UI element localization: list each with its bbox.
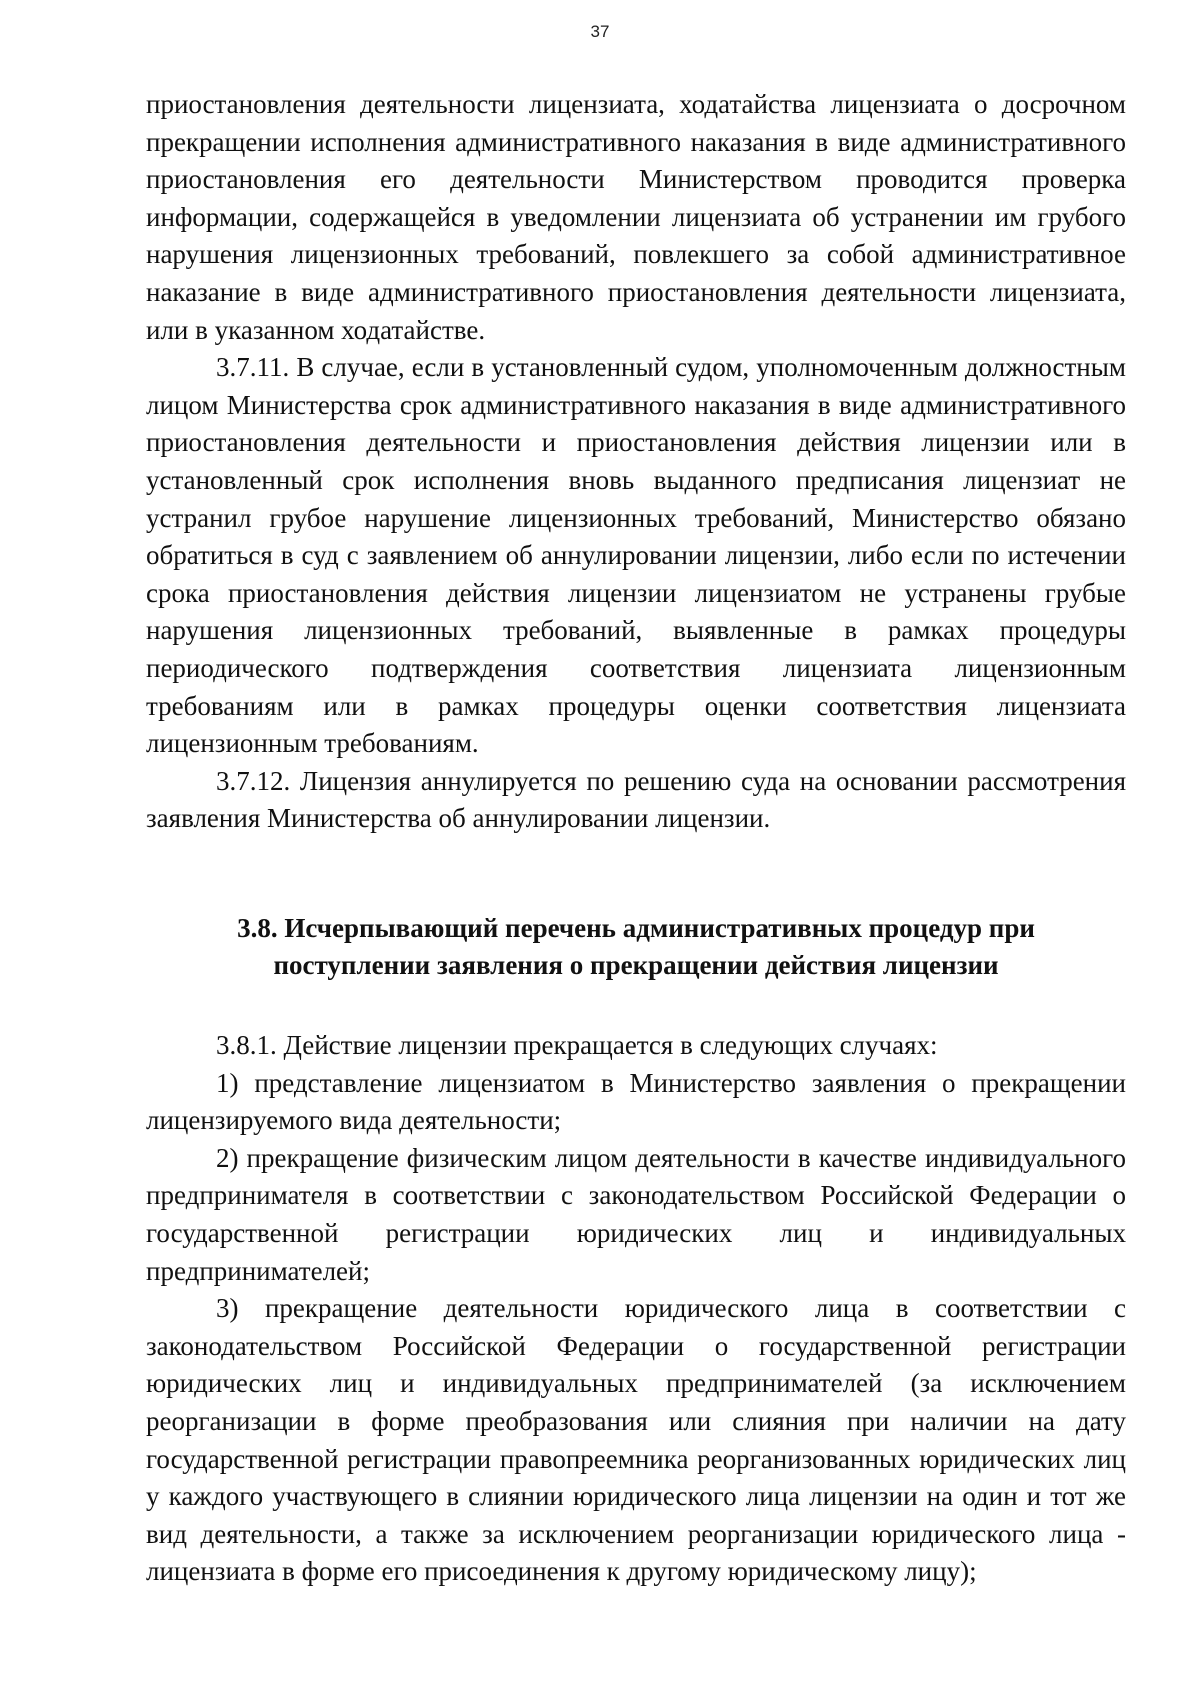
section-heading-line-1: 3.8. Исчерпывающий перечень административных процедур при — [237, 912, 1035, 943]
paragraph-3-7-11: 3.7.11. В случае, если в установленный судом, уполномоченным должностным лицом Министерства срок административного наказания в виде административного приостановления деятельности и приостановления действия лицензии или в установленный срок исполнения вновь выданного предписания лицензиат не устранил грубое нарушение лицензионных требований, Министерство обязано обратиться в суд с заявлением об аннулировании лицензии, либо если по истечении срока приостановления действия лицензии лицензиатом не устранены грубые нарушения лицензионных требований, выявленные в рамках процедуры периодического подтверждения соответствия лицензиата лицензионным требованиям или в рамках процедуры оценки соответствия лицензиата лицензионным требованиям. — [146, 352, 1126, 759]
section-heading-line-2: поступлении заявления о прекращении действия лицензии — [273, 950, 999, 981]
document-body — [146, 86, 1126, 1591]
section-heading-3-8 — [146, 910, 1126, 985]
list-item-3: 3) прекращение деятельности юридического лица в соответствии с законодательством Российской Федерации о государственной регистрации юридических лиц и индивидуальных предпринимателей (за исключением реорганизации в форме преобразования или слияния при наличии на дату государственной регистрации правопреемника реорганизованных юридических лиц у каждого участвующего в слиянии юридического лица лицензии на один и тот же вид деятельности, а также за исключением реорганизации юридического лица - лицензиата в форме его присоединения к другому юридическому лицу); — [146, 1293, 1126, 1587]
paragraph-continuation: приостановления деятельности лицензиата, ходатайства лицензиата о досрочном прекращении исполнения административного наказания в виде административного приостановления его деятельности Министерством проводится проверка информации, содержащейся в уведомлении лицензиата об устранении им грубого нарушения лицензионных требований, повлекшего за собой административное наказание в виде административного приостановления деятельности лицензиата, или в указанном ходатайстве. — [146, 89, 1126, 345]
list-item-2: 2) прекращение физическим лицом деятельности в качестве индивидуального предпринимателя в соответствии с законодательством Российской Федерации о государственной регистрации юридических лиц и индивидуальных предпринимателей; — [146, 1142, 1126, 1286]
paragraph-3-7-12: 3.7.12. Лицензия аннулируется по решению суда на основании рассмотрения заявления Министерства об аннулировании лицензии. — [146, 765, 1126, 834]
page-number: 37 — [590, 22, 610, 41]
paragraph-3-8-1: 3.8.1. Действие лицензии прекращается в следующих случаях: — [216, 1030, 938, 1061]
heading-spacer — [146, 985, 1126, 1027]
list-item-1: 1) представление лицензиатом в Министерство заявления о прекращении лицензируемого вида деятельности; — [146, 1067, 1126, 1136]
section-spacer — [146, 838, 1126, 910]
